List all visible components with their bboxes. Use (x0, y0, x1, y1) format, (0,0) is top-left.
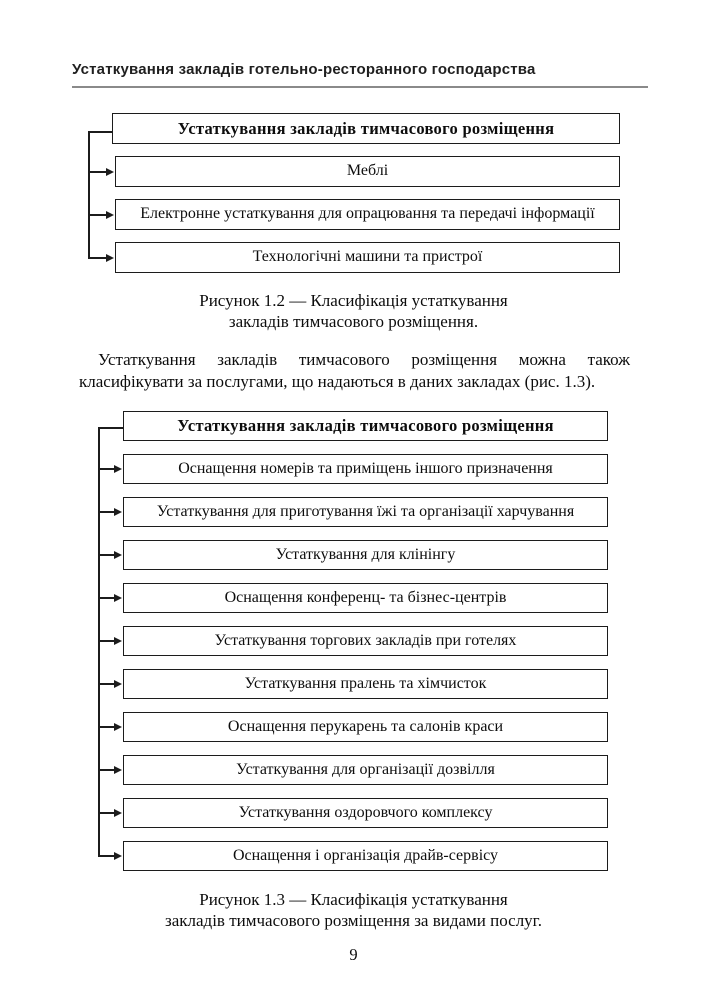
diagram-child-box: Устаткування торгових закладів при готелях (123, 626, 608, 656)
connector-arrowhead (114, 680, 122, 688)
figure-1-2-diagram (88, 113, 620, 273)
diagram-child-box: Меблі (115, 156, 620, 187)
diagram-child-box: Оснащення перукарень та салонів краси (123, 712, 608, 742)
connector-arrowhead (114, 766, 122, 774)
diagram-child-box: Устаткування для приготування їжі та організації харчування (123, 497, 608, 527)
figure-1-3-diagram (98, 411, 608, 871)
connector-arrowhead (114, 508, 122, 516)
diagram-child-box: Оснащення і організація драйв-сервісу (123, 841, 608, 871)
header-rule (72, 86, 648, 88)
page-number: 9 (349, 945, 358, 964)
connector-arrowhead (114, 637, 122, 645)
running-header: Устаткування закладів готельно-ресторанного господарства (72, 61, 536, 78)
figure-1-2-caption (0, 290, 707, 332)
connector-stub-line (88, 131, 112, 133)
connector-arrow-line (88, 257, 108, 259)
caption-line: Рисунок 1.3 — Класифікація устаткування (199, 890, 508, 909)
diagram-root-box: Устаткування закладів тимчасового розміщення (112, 113, 620, 144)
connector-arrowhead (114, 723, 122, 731)
figure-1-3-caption (0, 889, 707, 931)
connector-arrowhead (106, 211, 114, 219)
diagram-child-box: Устаткування пралень та хімчисток (123, 669, 608, 699)
connector-vertical-line (98, 427, 100, 857)
connector-arrow-line (88, 214, 108, 216)
diagram-root-box: Устаткування закладів тимчасового розміщення (123, 411, 608, 441)
connector-stub-line (98, 427, 123, 429)
connector-vertical-line (88, 131, 90, 259)
caption-line: закладів тимчасового розміщення за видами послуг. (165, 911, 542, 930)
connector-arrowhead (114, 852, 122, 860)
diagram-child-box: Електронне устаткування для опрацювання та передачі інформації (115, 199, 620, 230)
diagram-child-box: Устаткування оздоровчого комплексу (123, 798, 608, 828)
connector-arrowhead (114, 465, 122, 473)
diagram-child-box: Оснащення номерів та приміщень іншого призначення (123, 454, 608, 484)
diagram-child-box: Технологічні машини та пристрої (115, 242, 620, 273)
caption-line: закладів тимчасового розміщення. (228, 312, 479, 331)
caption-line: Рисунок 1.2 — Класифікація устаткування (199, 291, 508, 310)
connector-arrowhead (106, 254, 114, 262)
diagram-child-box: Устаткування для організації дозвілля (123, 755, 608, 785)
connector-arrowhead (106, 168, 114, 176)
diagram-child-box: Оснащення конференц- та бізнес-центрів (123, 583, 608, 613)
connector-arrowhead (114, 594, 122, 602)
diagram-child-box: Устаткування для клінінгу (123, 540, 608, 570)
body-paragraph: Устаткування закладів тимчасового розміщення можна також класифікувати за послугами, що надаються в даних закладах (рис. 1.3). (79, 350, 630, 391)
connector-arrow-line (88, 171, 108, 173)
connector-arrowhead (114, 809, 122, 817)
connector-arrowhead (114, 551, 122, 559)
